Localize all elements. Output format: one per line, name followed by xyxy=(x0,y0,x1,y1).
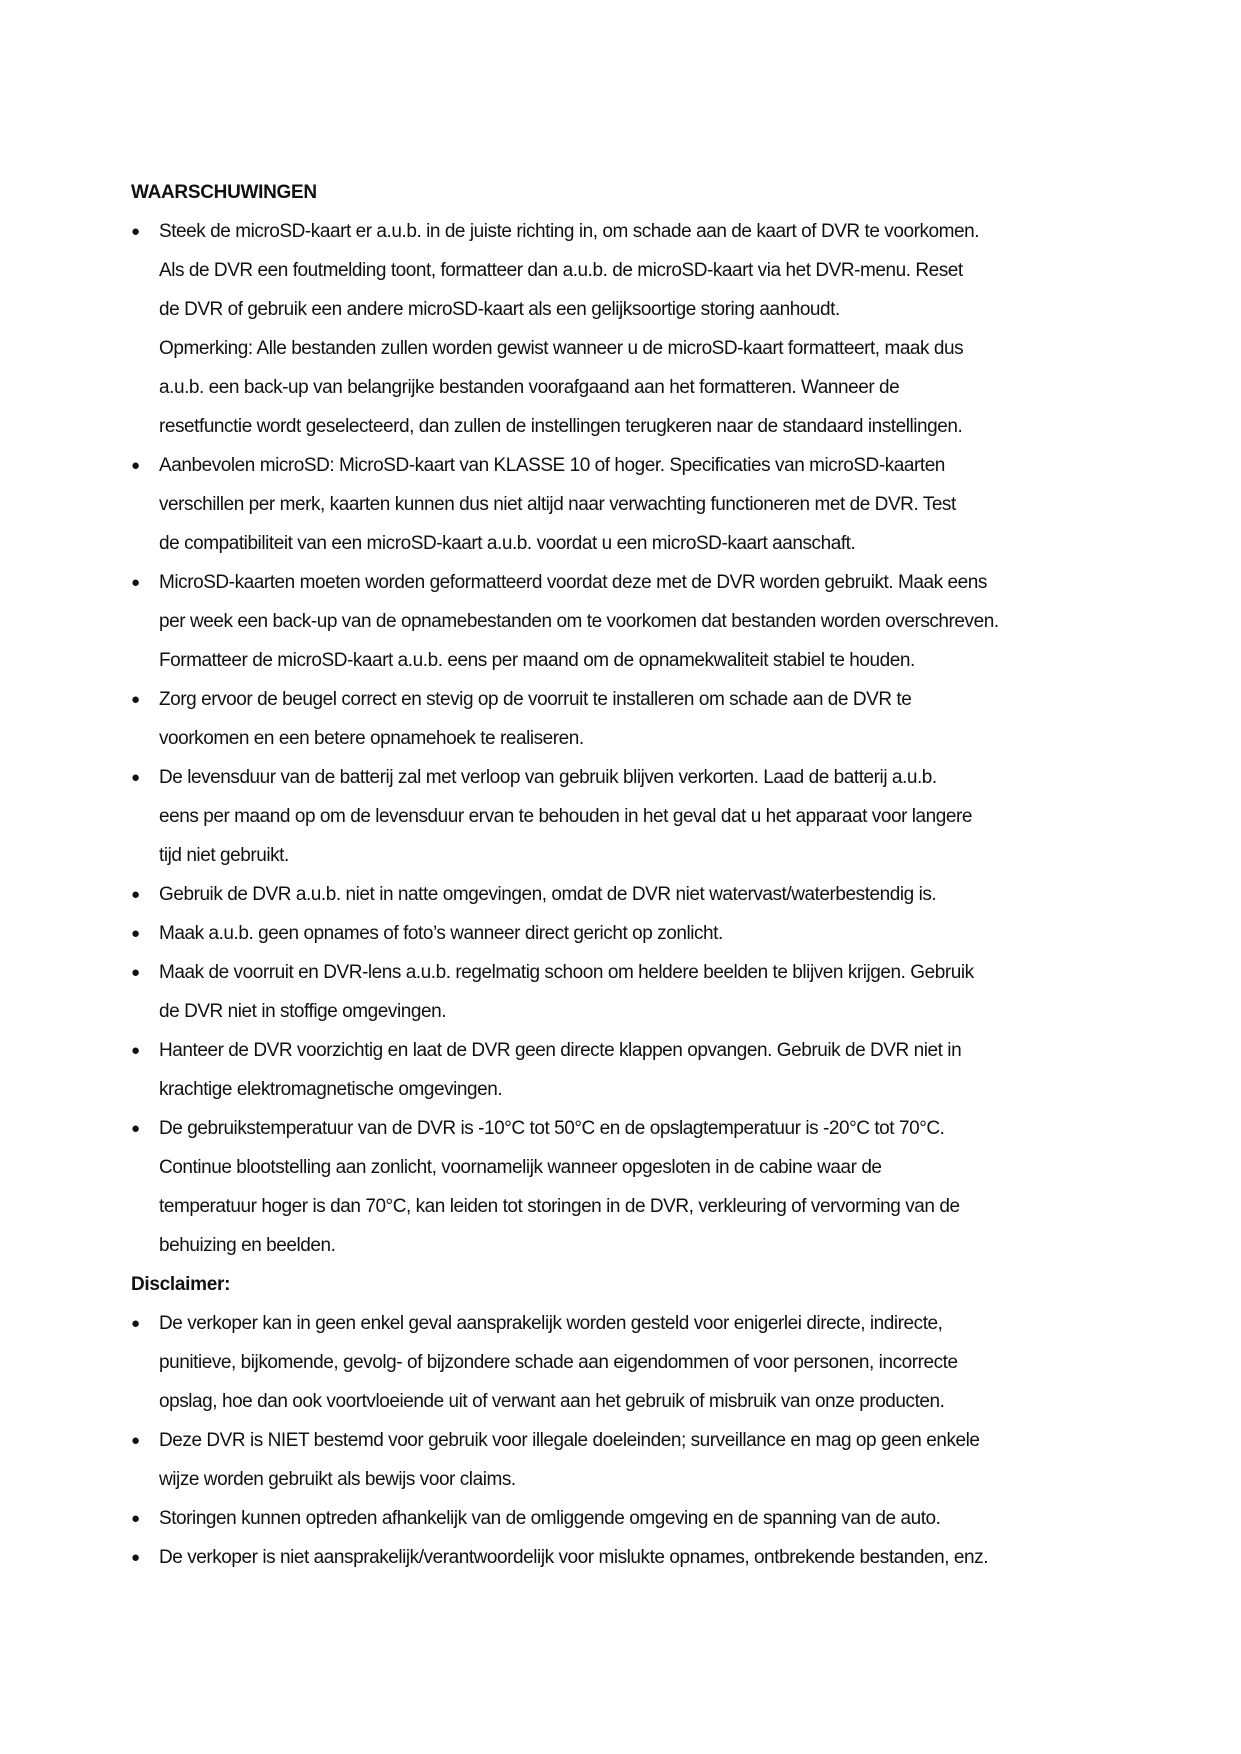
warnings-item xyxy=(131,680,1131,758)
text-line: krachtige elektromagnetische omgevingen. xyxy=(159,1079,503,1100)
text-line: tijd niet gebruikt. xyxy=(159,845,289,866)
text-line: Opmerking: Alle bestanden zullen worden gewist wanneer u de microSD-kaart formatteert, maak dus xyxy=(159,338,964,359)
warnings-item xyxy=(131,875,1131,914)
text-line: per week een back-up van de opnamebestanden om te voorkomen dat bestanden worden overschreven. xyxy=(159,611,999,632)
bullet-icon: ● xyxy=(131,1432,141,1449)
text-line: opslag, hoe dan ook voortvloeiende uit of verwant aan het gebruik of misbruik van onze producten. xyxy=(159,1391,945,1412)
warnings-item xyxy=(131,1031,1131,1109)
document-page xyxy=(131,173,1131,1577)
text-line: Storingen kunnen optreden afhankelijk van de omliggende omgeving en de spanning van de auto. xyxy=(159,1508,941,1529)
text-line: eens per maand op om de levensduur ervan te behouden in het geval dat u het apparaat voor langere xyxy=(159,806,973,827)
bullet-icon: ● xyxy=(131,457,141,474)
text-line: verschillen per merk, kaarten kunnen dus niet altijd naar verwachting functioneren met de DVR. Test xyxy=(159,494,956,515)
text-line: wijze worden gebruikt als bewijs voor claims. xyxy=(159,1469,516,1490)
text-line: de compatibiliteit van een microSD-kaart a.u.b. voordat u een microSD-kaart aanschaft. xyxy=(159,533,856,554)
text-line: resetfunctie wordt geselecteerd, dan zullen de instellingen terugkeren naar de standaard instellingen. xyxy=(159,416,963,437)
disclaimer-item xyxy=(131,1421,1131,1499)
text-line: Deze DVR is NIET bestemd voor gebruik voor illegale doeleinden; surveillance en mag op geen enkele xyxy=(159,1430,980,1451)
text-line: de DVR niet in stoffige omgevingen. xyxy=(159,1001,447,1022)
warnings-item xyxy=(131,914,1131,953)
bullet-icon: ● xyxy=(131,925,141,942)
text-line: Maak de voorruit en DVR-lens a.u.b. regelmatig schoon om heldere beelden te blijven krijgen. Gebruik xyxy=(159,962,974,983)
bullet-icon: ● xyxy=(131,1510,141,1527)
bullet-icon: ● xyxy=(131,769,141,786)
warnings-list xyxy=(131,212,1131,1265)
warnings-item xyxy=(131,758,1131,875)
warnings-item xyxy=(131,212,1131,446)
text-line: Formatteer de microSD-kaart a.u.b. eens per maand om de opnamekwaliteit stabiel te houden. xyxy=(159,650,915,671)
text-line: De gebruikstemperatuur van de DVR is -10°C tot 50°C en de opslagtemperatuur is -20°C tot 70°C. xyxy=(159,1118,945,1139)
text-line: punitieve, bijkomende, gevolg- of bijzondere schade aan eigendommen of voor personen, incorrecte xyxy=(159,1352,958,1373)
text-line: Hanteer de DVR voorzichtig en laat de DVR geen directe klappen opvangen. Gebruik de DVR niet in xyxy=(159,1040,962,1061)
bullet-icon: ● xyxy=(131,1120,141,1137)
disclaimer-heading: Disclaimer: xyxy=(131,1274,231,1295)
bullet-icon: ● xyxy=(131,1042,141,1059)
text-line: a.u.b. een back-up van belangrijke bestanden voorafgaand aan het formatteren. Wanneer de xyxy=(159,377,900,398)
warnings-item xyxy=(131,1109,1131,1265)
warnings-item xyxy=(131,953,1131,1031)
text-line: de DVR of gebruik een andere microSD-kaart als een gelijksoortige storing aanhoudt. xyxy=(159,299,840,320)
bullet-icon: ● xyxy=(131,691,141,708)
warnings-heading: WAARSCHUWINGEN xyxy=(131,182,317,203)
text-line: voorkomen en een betere opnamehoek te realiseren. xyxy=(159,728,584,749)
text-line: De levensduur van de batterij zal met verloop van gebruik blijven verkorten. Laad de batterij a.u.b. xyxy=(159,767,937,788)
text-line: Continue blootstelling aan zonlicht, voornamelijk wanneer opgesloten in de cabine waar de xyxy=(159,1157,882,1178)
text-line: MicroSD-kaarten moeten worden geformatteerd voordat deze met de DVR worden gebruikt. Maak eens xyxy=(159,572,987,593)
disclaimer-item xyxy=(131,1538,1131,1577)
bullet-icon: ● xyxy=(131,1549,141,1566)
disclaimer-item xyxy=(131,1499,1131,1538)
bullet-icon: ● xyxy=(131,223,141,240)
text-line: De verkoper kan in geen enkel geval aansprakelijk worden gesteld voor enigerlei directe, indirecte, xyxy=(159,1313,943,1334)
text-line: Gebruik de DVR a.u.b. niet in natte omgevingen, omdat de DVR niet watervast/waterbestendig is. xyxy=(159,884,937,905)
bullet-icon: ● xyxy=(131,574,141,591)
text-line: temperatuur hoger is dan 70°C, kan leiden tot storingen in de DVR, verkleuring of vervorming van de xyxy=(159,1196,960,1217)
disclaimer-list xyxy=(131,1304,1131,1577)
text-line: Steek de microSD-kaart er a.u.b. in de juiste richting in, om schade aan de kaart of DVR te voorkomen. xyxy=(159,221,980,242)
text-line: Maak a.u.b. geen opnames of foto’s wanneer direct gericht op zonlicht. xyxy=(159,923,723,944)
text-line: behuizing en beelden. xyxy=(159,1235,336,1256)
bullet-icon: ● xyxy=(131,1315,141,1332)
warnings-item xyxy=(131,446,1131,563)
bullet-icon: ● xyxy=(131,886,141,903)
bullet-icon: ● xyxy=(131,964,141,981)
text-line: De verkoper is niet aansprakelijk/verantwoordelijk voor mislukte opnames, ontbrekende bestanden, enz. xyxy=(159,1547,989,1568)
text-line: Zorg ervoor de beugel correct en stevig op de voorruit te installeren om schade aan de DVR te xyxy=(159,689,912,710)
text-line: Aanbevolen microSD: MicroSD-kaart van KLASSE 10 of hoger. Specificaties van microSD-kaarten xyxy=(159,455,945,476)
text-line: Als de DVR een foutmelding toont, formatteer dan a.u.b. de microSD-kaart via het DVR-menu. Reset xyxy=(159,260,963,281)
disclaimer-item xyxy=(131,1304,1131,1421)
warnings-item xyxy=(131,563,1131,680)
